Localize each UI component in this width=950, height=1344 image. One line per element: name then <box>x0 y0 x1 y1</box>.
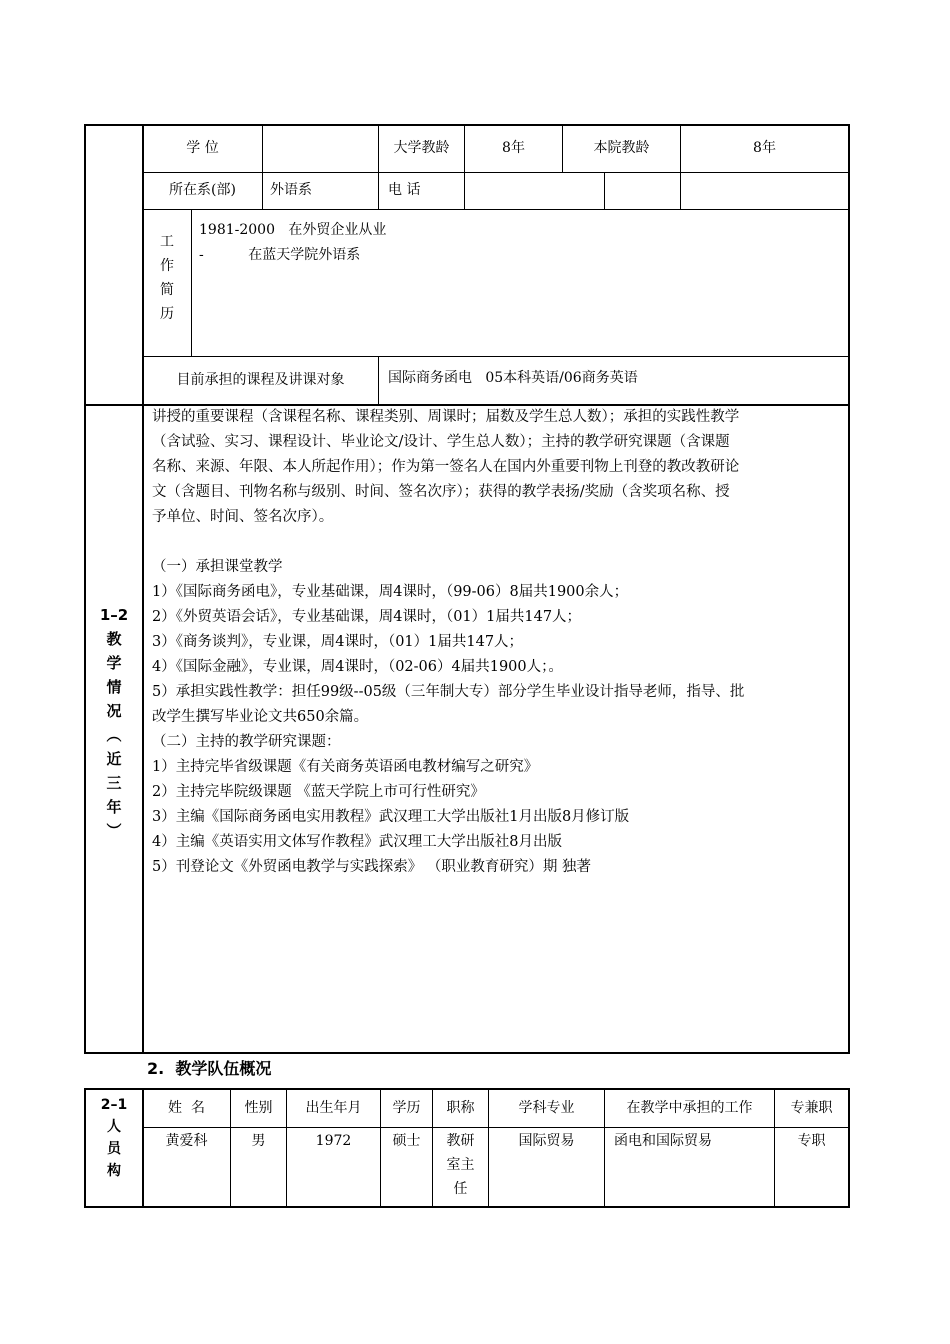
header-name: 姓 名 <box>168 1099 205 1116</box>
phone-label: 电 话 <box>388 182 421 198</box>
research-item: 2）主持完毕院级课题 《蓝天学院上市可行性研究》 <box>152 784 485 800</box>
teaching-item: 3）《商务谈判》，专业课，周4课时，（01）1届共147人； <box>152 634 524 650</box>
intro-line: 讲授的重要课程（含课程名称、课程类别、周课时；届数及学生总人数）；承担的实践性教学 <box>152 409 740 425</box>
work-history-label-char: 工 <box>160 234 174 250</box>
department-label: 所在系(部) <box>169 182 236 199</box>
section-1-2-intro <box>152 405 840 530</box>
header-title: 职称 <box>446 1099 475 1116</box>
work-history-label-char: 历 <box>160 306 174 322</box>
section-label-char: ︵ <box>106 726 122 744</box>
section-2-heading: 2. 教学队伍概况 <box>147 1059 272 1078</box>
department-value: 外语系 <box>270 182 312 198</box>
header-birth: 出生年月 <box>305 1099 362 1116</box>
section-1-2-body <box>152 555 840 880</box>
research-item: 5）刊登论文《外贸函电教学与实践探索》 （职业教育研究）期 独著 <box>152 859 591 875</box>
university-age-label: 大学教龄 <box>393 140 450 157</box>
row-title-line: 室主 <box>446 1157 475 1173</box>
teaching-heading: （一）承担课堂教学 <box>152 559 283 575</box>
header-gender: 性别 <box>244 1099 273 1116</box>
teaching-item: 1）《国际商务函电》，专业基础课，周4课时，（99-06）8届共1900余人； <box>152 584 629 600</box>
work-history-label <box>143 230 191 326</box>
section-label-char: 情 <box>106 678 122 696</box>
college-age-label: 本院教龄 <box>593 140 650 157</box>
section-label-char: ︶ <box>106 822 122 840</box>
degree-label: 学 位 <box>186 140 219 157</box>
research-item: 4）主编《英语实用文体写作教程》武汉理工大学出版社8月出版 <box>152 834 562 850</box>
courses-value: 国际商务函电 05本科英语/06商务英语 <box>388 370 638 386</box>
header-type: 专兼职 <box>790 1099 833 1116</box>
teaching-item: 4）《国际金融》，专业课，周4课时，（02-06）4届共1900人；。 <box>152 659 563 675</box>
university-age-value: 8年 <box>502 140 525 157</box>
teaching-item: 2）《外贸英语会话》，专业基础课，周4课时，（01）1届共147人； <box>152 609 582 625</box>
section-label-char: 1–2 <box>99 606 129 624</box>
row-title-line: 任 <box>453 1181 468 1197</box>
section-label-char: 近 <box>106 750 122 768</box>
teaching-item: 改学生撰写毕业论文共650余篇。 <box>152 709 369 725</box>
intro-line: 名称、来源、年限、本人所起作用）；作为第一签名人在国内外重要刊物上刊登的教改教研论 <box>152 459 740 475</box>
row-major: 国际贸易 <box>518 1133 575 1149</box>
side-label-char: 员 <box>107 1141 121 1157</box>
header-education: 学历 <box>392 1099 421 1116</box>
courses-label: 目前承担的课程及讲课对象 <box>176 371 345 388</box>
row-birth: 1972 <box>315 1133 352 1149</box>
work-history-label-char: 简 <box>160 282 174 298</box>
row-title <box>433 1129 488 1201</box>
work-history-line-1: 1981-2000 在外贸企业从业 <box>199 222 387 238</box>
section-label-char: 教 <box>106 630 122 648</box>
section-label-char: 学 <box>106 654 122 672</box>
row-work: 函电和国际贸易 <box>614 1133 712 1149</box>
research-item: 1）主持完毕省级课题《有关商务英语函电教材编写之研究》 <box>152 759 539 775</box>
section-label-char: 三 <box>106 774 122 792</box>
intro-line: （含试验、实习、课程设计、毕业论文/设计、学生总人数）；主持的教学研究课题（含课题 <box>152 434 730 450</box>
side-label-char: 构 <box>107 1163 121 1179</box>
research-heading: （二）主持的教学研究课题： <box>152 734 341 750</box>
row-education: 硕士 <box>392 1133 421 1149</box>
section-label-char: 况 <box>106 702 122 720</box>
section-label-char: 年 <box>106 798 122 816</box>
college-age-value: 8年 <box>753 140 776 157</box>
research-item: 3）主编《国际商务函电实用教程》武汉理工大学出版社1月出版8月修订版 <box>152 809 630 825</box>
phone-value <box>465 173 604 209</box>
intro-line: 予单位、时间、签名次序）。 <box>152 509 334 525</box>
row-name: 黄爱科 <box>165 1133 208 1149</box>
header-major: 学科专业 <box>518 1099 575 1116</box>
side-label-char: 2–1 <box>100 1097 128 1113</box>
header-work: 在教学中承担的工作 <box>626 1099 753 1116</box>
row-gender: 男 <box>251 1133 266 1149</box>
teaching-item: 5）承担实践性教学：担任99级--05级（三年制大专）部分学生毕业设计指导老师，指导、批 <box>152 684 745 700</box>
row-type: 专职 <box>797 1133 826 1149</box>
degree-value <box>263 126 378 172</box>
work-history-label-char: 作 <box>160 258 174 274</box>
intro-line: 文（含题目、刊物名称与级别、时间、签名次序）；获得的教学表扬/奖励（含奖项名称、授 <box>152 484 730 500</box>
side-label-char: 人 <box>107 1119 121 1135</box>
table2-side-label <box>86 1094 142 1182</box>
row-title-line: 教研 <box>446 1133 475 1149</box>
section-1-2-label <box>86 603 142 843</box>
work-history-line-2: - 在蓝天学院外语系 <box>199 247 361 263</box>
